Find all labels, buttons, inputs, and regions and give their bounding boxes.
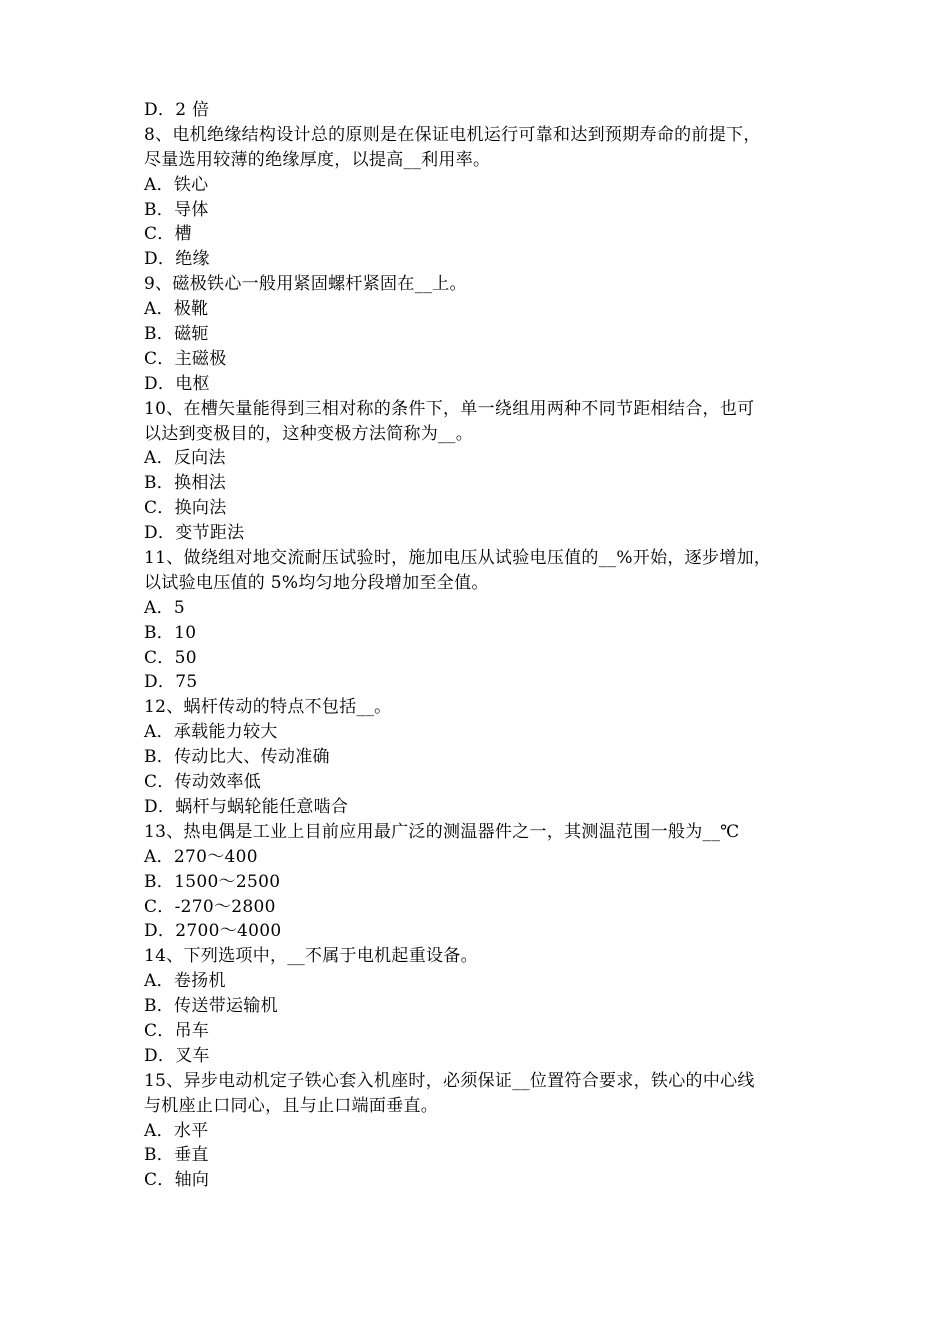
option-a-q15: A．水平 [144,1120,209,1141]
option-d-q12: D．蜗杆与蜗轮能任意啮合 [144,796,349,817]
option-a-q8: A．铁心 [144,174,209,195]
question-11-line-2: 以试验电压值的 5%均匀地分段增加至全值。 [144,572,489,593]
question-10-line-2: 以达到变极目的，这种变极方法简称为__。 [144,423,473,444]
question-15-line-2: 与机座止口同心，且与止口端面垂直。 [144,1095,439,1116]
option-d-q14: D．叉车 [144,1045,210,1066]
option-c-q10: C．换向法 [144,498,227,519]
option-c-q14: C．吊车 [144,1020,210,1041]
document-page [144,98,814,1193]
question-14: 14、下列选项中，__不属于电机起重设备。 [144,946,478,967]
option-c-q12: C．传动效率低 [144,772,262,793]
option-b-q13: B．1500～2500 [144,871,281,892]
option-b-q9: B．磁轭 [144,324,209,345]
question-8-line-1: 8、电机绝缘结构设计总的原则是在保证电机运行可靠和达到预期寿命的前提下， [144,124,761,145]
option-a-q10: A．反向法 [144,448,226,469]
option-a-q9: A．极靴 [144,299,209,320]
option-d-q13: D．2700～4000 [144,921,282,942]
option-a-q13: A．270～400 [144,846,258,867]
question-12: 12、蜗杆传动的特点不包括__。 [144,697,392,718]
option-c-q8: C．槽 [144,224,192,245]
question-11-line-1: 11、做绕组对地交流耐压试验时，施加电压从试验电压值的__%开始，逐步增加， [144,548,772,569]
option-c-q9: C．主磁极 [144,348,227,369]
option-b-q14: B．传送带运输机 [144,996,278,1017]
option-a-q11: A．5 [144,597,185,618]
question-13: 13、热电偶是工业上目前应用最广泛的测温器件之一，其测温范围一般为__℃ [144,821,740,842]
option-c-q13: C．-270～2800 [144,896,276,917]
option-c-q15: C．轴向 [144,1170,210,1191]
option-b-q11: B．10 [144,622,197,643]
option-d-q10: D．变节距法 [144,523,245,544]
option-d-q8: D．绝缘 [144,249,210,270]
option-b-q10: B．换相法 [144,473,226,494]
option-b-q8: B．导体 [144,199,209,220]
option-d-q9: D．电枢 [144,373,210,394]
option-a-q12: A．承载能力较大 [144,722,278,743]
option-b-q12: B．传动比大、传动准确 [144,747,330,768]
question-15-line-1: 15、异步电动机定子铁心套入机座时，必须保证__位置符合要求，铁心的中心线 [144,1070,755,1091]
option-d-q7: D．2 倍 [144,100,210,120]
option-a-q14: A．卷扬机 [144,971,226,992]
option-b-q15: B．垂直 [144,1145,209,1166]
question-8-line-2: 尽量选用较薄的绝缘厚度，以提高__利用率。 [144,149,491,170]
question-9: 9、磁极铁心一般用紧固螺杆紧固在__上。 [144,274,467,295]
option-c-q11: C．50 [144,647,197,668]
option-d-q11: D．75 [144,672,198,693]
question-10-line-1: 10、在槽矢量能得到三相对称的条件下，单一绕组用两种不同节距相结合，也可 [144,398,755,419]
